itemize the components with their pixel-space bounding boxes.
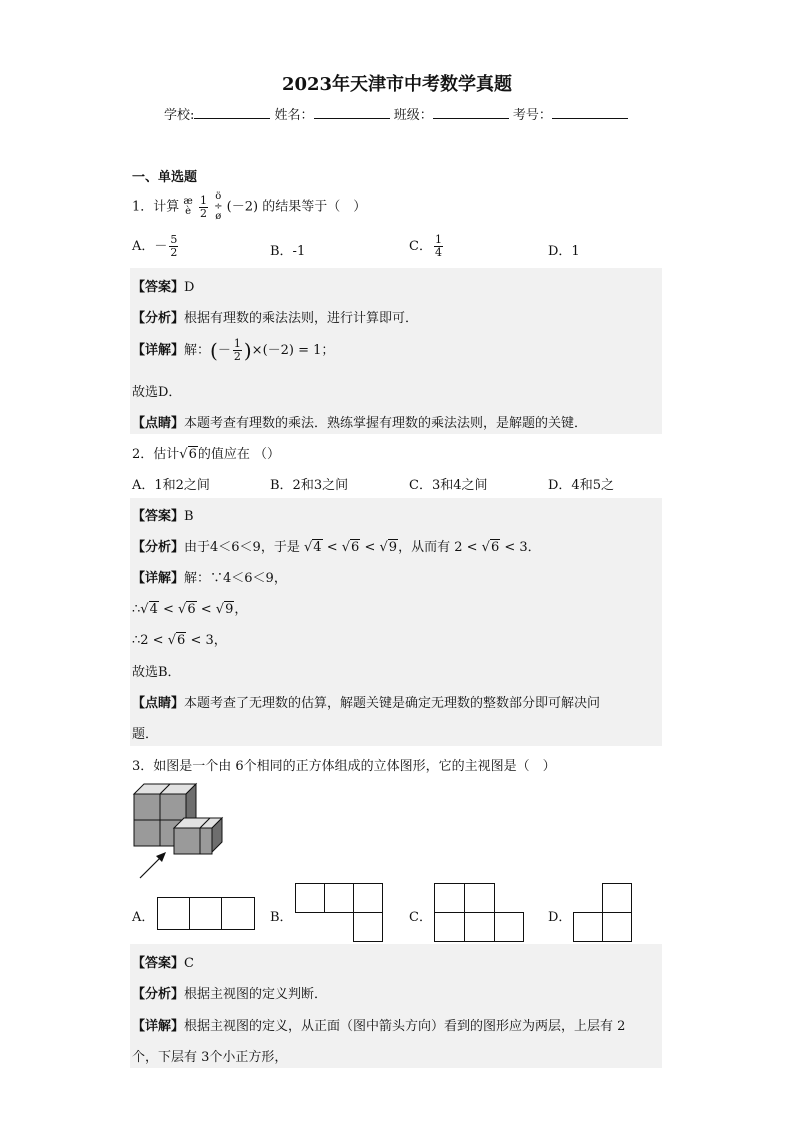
name-blank[interactable]	[314, 106, 390, 119]
class-blank[interactable]	[433, 106, 509, 119]
q1-detail: 【详解】解：(－ $\frac{1}{2}$ )×(－2) = 1；	[132, 337, 335, 363]
school-blank[interactable]	[194, 106, 270, 119]
q1-fraction: $\frac{1}{2}$	[199, 193, 207, 220]
q1-comment: 【点睛】本题考查有理数的乘法．熟练掌握有理数的乘法法则，是解题的关键．	[132, 416, 588, 431]
q2-option-a[interactable]: A．1和2之间	[132, 478, 210, 493]
q1-option-a[interactable]: A．－ $\frac{5}{2}$	[132, 233, 178, 259]
page-title: 2023年天津市中考数学真题	[281, 74, 513, 95]
q3-stem: 3．如图是一个由 6个相同的正方体组成的立体图形，它的主视图是（ ）	[132, 759, 556, 774]
q2-step1: ∴√4 < √6 < √9，	[132, 602, 248, 617]
q2-comment: 【点睛】本题考查了无理数的估算，解题关键是确定无理数的整数部分即可解决问	[132, 696, 601, 711]
q3-option-a-label[interactable]: A．	[132, 910, 155, 925]
q3-detail: 【详解】根据主视图的定义，从正面（图中箭头方向）看到的图形应为两层，上层有 2	[132, 1019, 626, 1034]
q2-conclusion: 故选B．	[132, 665, 181, 680]
school-label: 学校:	[164, 108, 195, 123]
exam-no-blank[interactable]	[552, 106, 628, 119]
name-label: 姓名：	[274, 108, 314, 123]
q2-detail: 【详解】解：∵4＜6＜9，	[132, 571, 287, 586]
q2-option-c[interactable]: C．3和4之间	[409, 478, 488, 493]
sqrt-6: √6	[179, 447, 197, 462]
q2-step2: ∴2 < √6 < 3，	[132, 633, 227, 648]
q3-detail-cont: 个，下层有 3个小正方形，	[132, 1050, 288, 1065]
q1-analysis: 【分析】根据有理数的乘法法则，进行计算即可．	[132, 311, 419, 326]
q3-answer: 【答案】C	[132, 956, 194, 971]
q1-stem: 1．计算 æ è $\frac{1}{2}$ ö ÷ ø (－2) 的结果等于（ ）	[132, 191, 367, 222]
q1-conclusion: 故选D．	[132, 385, 182, 400]
q2-analysis: 【分析】由于4＜6＜9，于是 √4 < √6 < √9，从而有 2 < √6 < 3．	[132, 540, 541, 555]
q1-answer: 【答案】D	[132, 280, 195, 295]
student-info-row	[164, 104, 628, 123]
q2-option-b[interactable]: B．2和3之间	[270, 478, 349, 493]
q2-stem: 2．估计√6的值应在 （）	[132, 447, 280, 462]
class-label: 班级：	[393, 108, 433, 123]
section-title: 一、单选题	[132, 170, 198, 185]
q1-option-d[interactable]: D．1	[548, 244, 580, 259]
q1-expr: æ è	[183, 196, 193, 217]
q2-option-d[interactable]: D．4和5之	[548, 478, 614, 493]
q3-option-d-label[interactable]: D．	[548, 910, 572, 925]
q3-cube-figure	[130, 782, 230, 882]
exam-no-label: 考号：	[512, 108, 552, 123]
q2-answer: 【答案】B	[132, 509, 194, 524]
q2-comment-cont: 题．	[132, 727, 159, 742]
q1-option-b[interactable]: B．-1	[270, 244, 306, 259]
q3-option-b-label[interactable]: B．	[270, 910, 293, 925]
q3-option-c-label[interactable]: C．	[409, 910, 432, 925]
q3-analysis: 【分析】根据主视图的定义判断．	[132, 987, 328, 1002]
q1-option-c[interactable]: C． $\frac{1}{4}$	[409, 233, 442, 259]
